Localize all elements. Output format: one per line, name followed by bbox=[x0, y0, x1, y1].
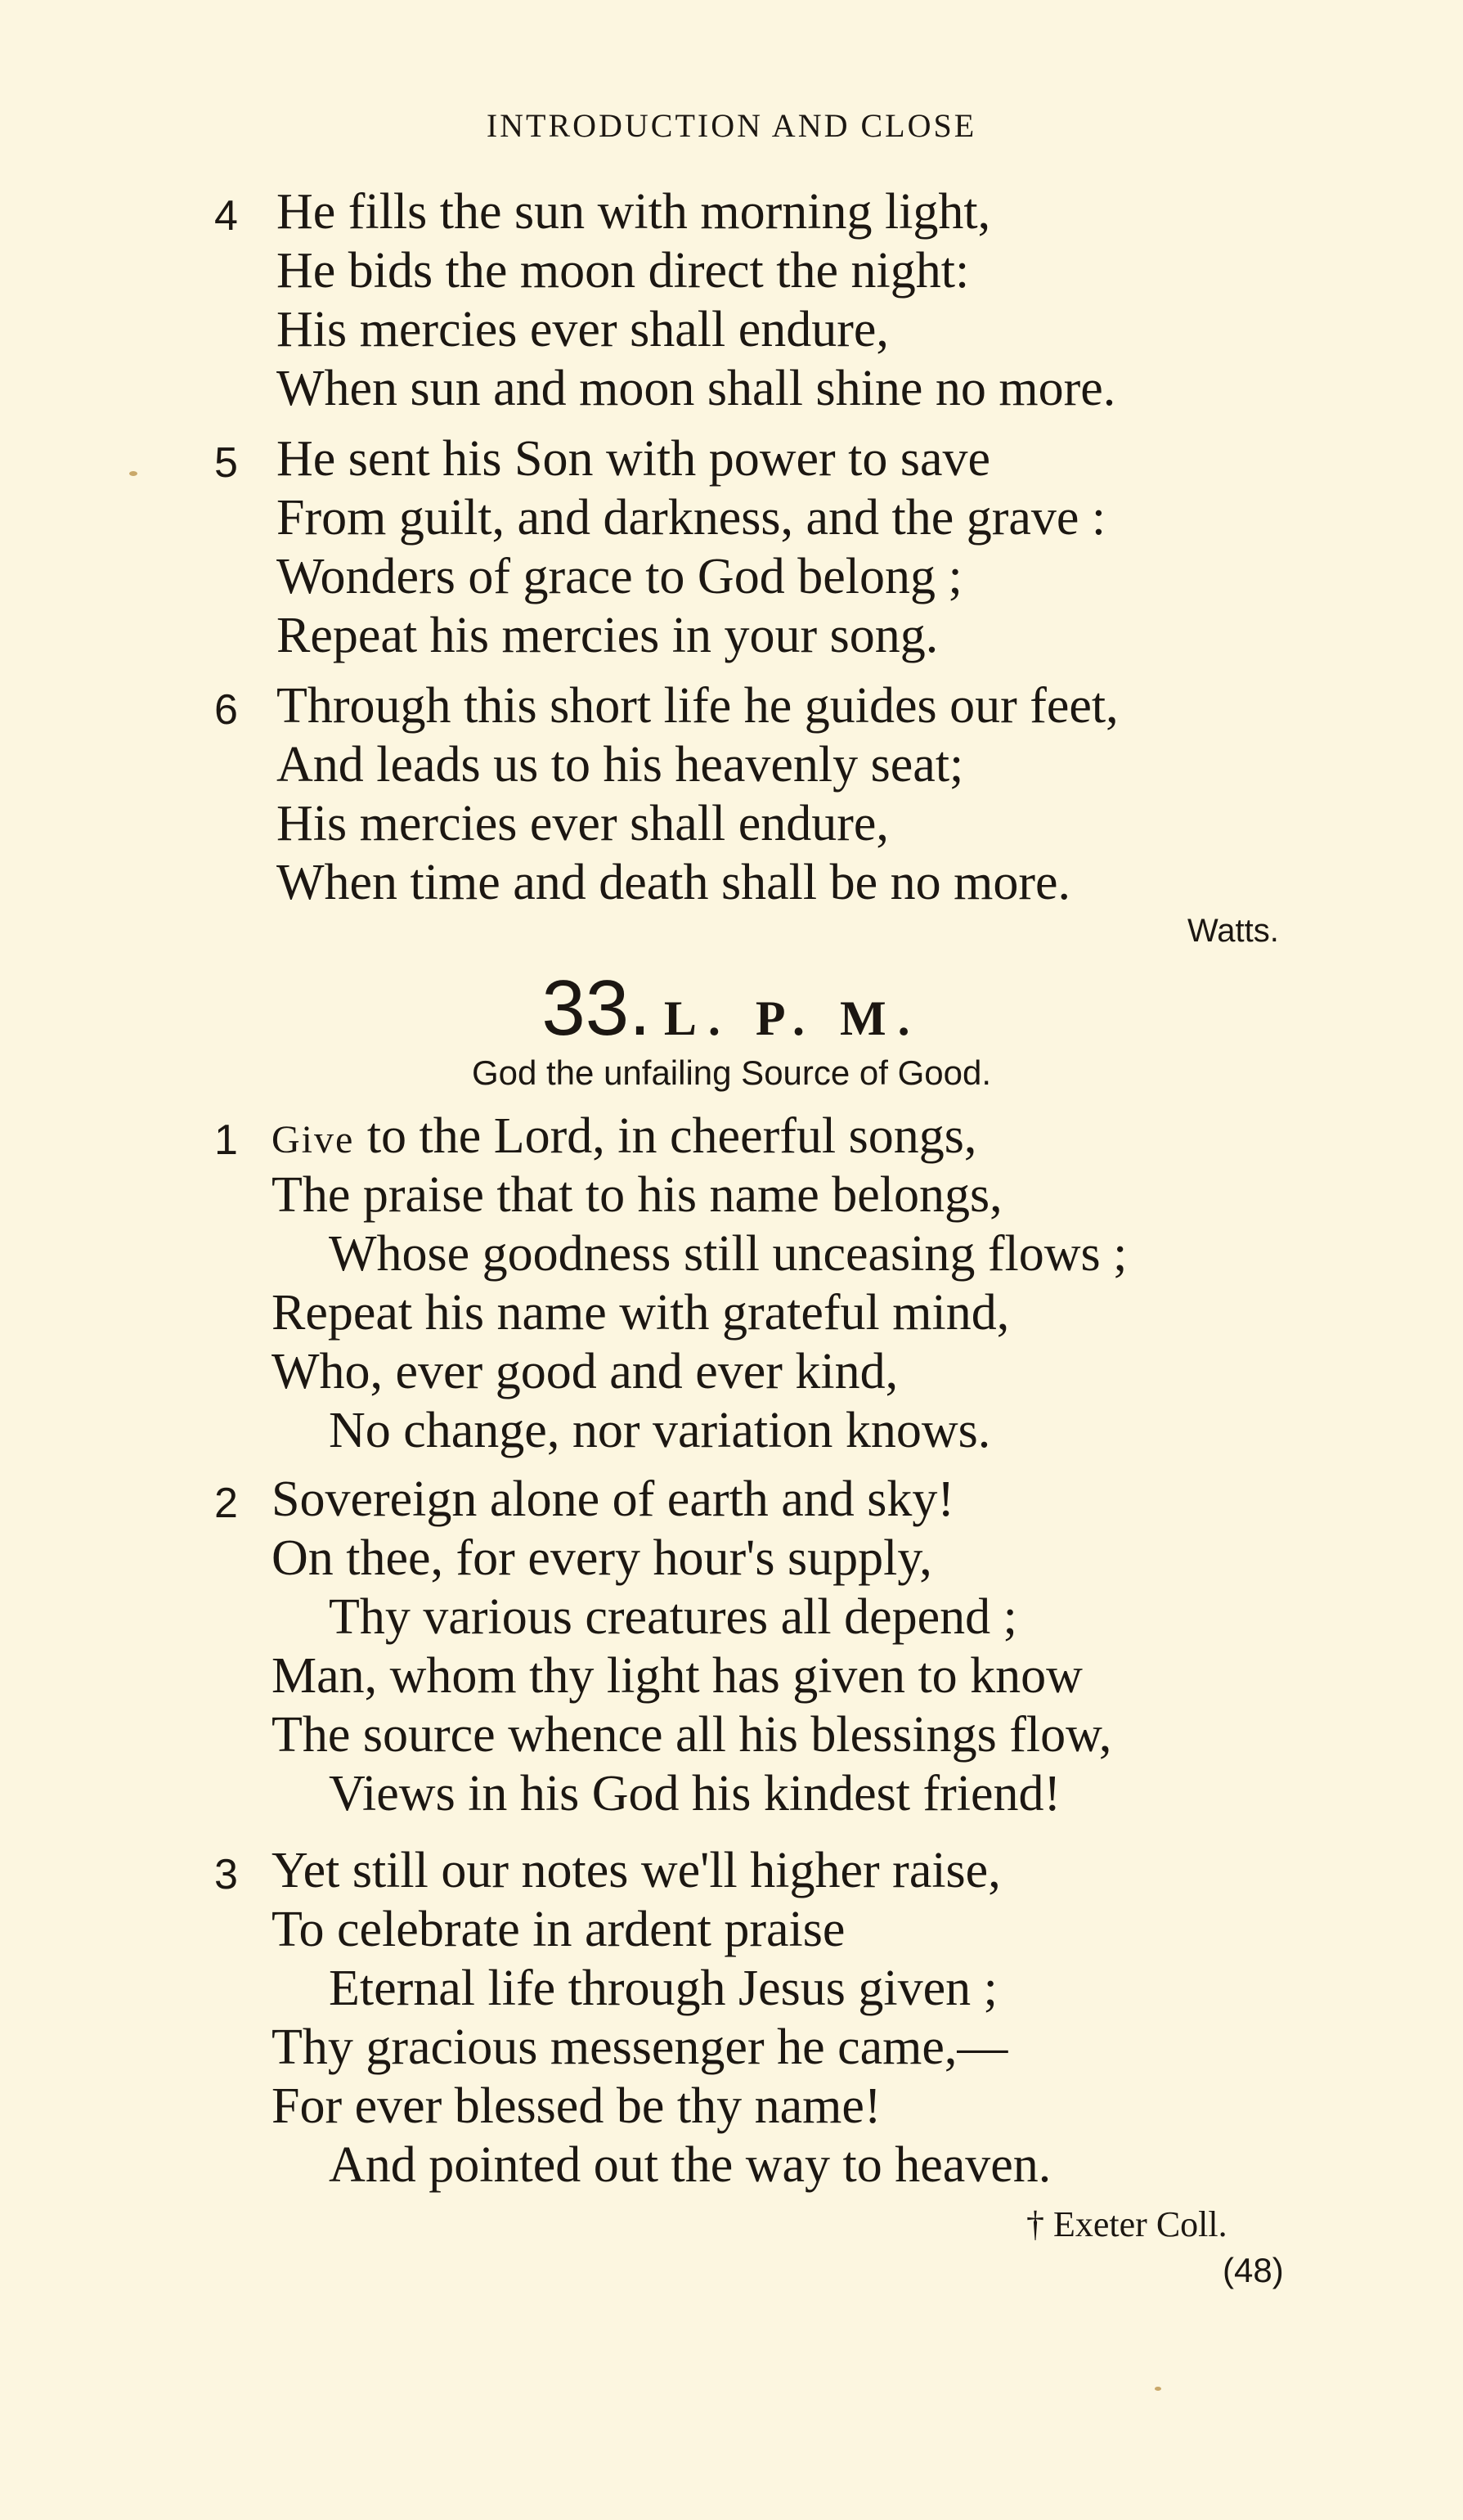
hymn-meter: L. P. M. bbox=[663, 991, 922, 1045]
verse-number: 4 bbox=[214, 192, 238, 240]
hymn-subtitle: God the unfailing Source of Good. bbox=[471, 1053, 992, 1092]
hymn-number: 33. bbox=[541, 964, 651, 1052]
verse-line: Wonders of grace to God belong ; bbox=[276, 549, 963, 604]
hymn-heading bbox=[0, 964, 1463, 1053]
verse-number: 2 bbox=[214, 1480, 238, 1527]
verse-line: For ever blessed be thy name! bbox=[272, 2078, 882, 2134]
verse-line: His mercies ever shall endure, bbox=[276, 796, 889, 851]
verse-line: The praise that to his name belongs, bbox=[272, 1167, 1003, 1223]
verse-line: On thee, for every hour's supply, bbox=[272, 1530, 932, 1586]
verse-line: From guilt, and darkness, and the grave : bbox=[276, 490, 1106, 546]
verse-number: 6 bbox=[214, 686, 238, 734]
verse-line: No change, nor variation knows. bbox=[329, 1403, 991, 1458]
verse-line: Through this short life he guides our feet, bbox=[276, 678, 1119, 734]
verse-line: Whose goodness still unceasing flows ; bbox=[329, 1226, 1128, 1282]
ink-speck bbox=[129, 471, 137, 476]
verse-line: And leads us to his heavenly seat; bbox=[276, 737, 964, 793]
verse-number: 1 bbox=[214, 1116, 238, 1164]
verse-line-first bbox=[272, 1108, 977, 1164]
running-head: INTRODUCTION AND CLOSE bbox=[486, 107, 977, 144]
verse-line: The source whence all his blessings flow, bbox=[272, 1707, 1112, 1763]
verse-number: 5 bbox=[214, 439, 238, 487]
verse-line: When sun and moon shall shine no more. bbox=[276, 361, 1116, 416]
verse-line: When time and death shall be no more. bbox=[276, 855, 1071, 910]
page-number: (48) bbox=[1223, 2251, 1284, 2289]
verse-line: He sent his Son with power to save bbox=[276, 431, 991, 487]
verse-number: 3 bbox=[214, 1851, 238, 1898]
attribution: † Exeter Coll. bbox=[1026, 2204, 1227, 2244]
verse-line: Thy gracious messenger he came,— bbox=[272, 2019, 1008, 2075]
verse-line: His mercies ever shall endure, bbox=[276, 302, 889, 357]
verse-line: Thy various creatures all depend ; bbox=[329, 1589, 1017, 1645]
first-line-rest: to the Lord, in cheerful songs, bbox=[354, 1108, 977, 1164]
verse-line: Repeat his name with grateful mind, bbox=[272, 1285, 1010, 1341]
verse-line: Who, ever good and ever kind, bbox=[272, 1344, 899, 1399]
verse-line: Repeat his mercies in your song. bbox=[276, 608, 939, 663]
verse-line: Views in his God his kindest friend! bbox=[329, 1766, 1061, 1821]
verse-line: To celebrate in ardent praise bbox=[272, 1902, 846, 1957]
verse-line: And pointed out the way to heaven. bbox=[329, 2137, 1052, 2193]
small-caps-word: Give bbox=[272, 1118, 355, 1161]
verse-line: Eternal life through Jesus given ; bbox=[329, 1961, 998, 2016]
attribution: Watts. bbox=[1187, 913, 1279, 949]
verse-line: Sovereign alone of earth and sky! bbox=[272, 1471, 955, 1527]
verse-line: Man, whom thy light has given to know bbox=[272, 1648, 1083, 1704]
ink-speck bbox=[1155, 2387, 1161, 2391]
verse-line: He fills the sun with morning light, bbox=[276, 184, 991, 240]
verse-line: Yet still our notes we'll higher raise, bbox=[272, 1843, 1001, 1898]
verse-line: He bids the moon direct the night: bbox=[276, 243, 970, 299]
